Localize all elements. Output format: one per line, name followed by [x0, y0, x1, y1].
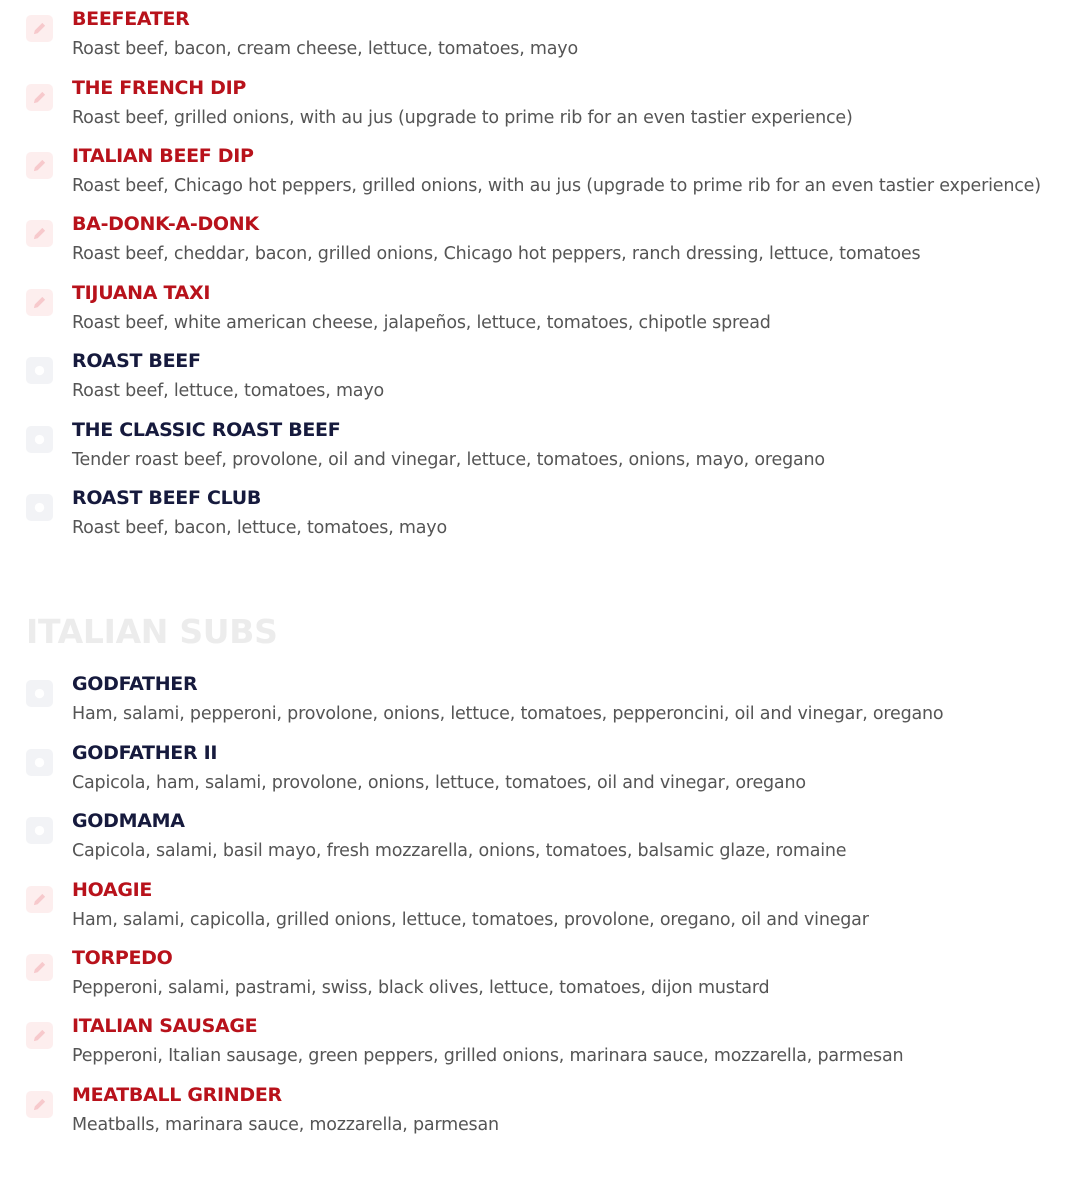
item-description: Roast beef, cheddar, bacon, grilled onions, Chicago hot peppers, ranch dressing, lettuce, tomatoes	[72, 244, 921, 264]
item-description: Capicola, salami, basil mayo, fresh mozzarella, onions, tomatoes, balsamic glaze, romaine	[72, 841, 847, 861]
pencil-icon	[26, 1091, 53, 1118]
pencil-icon	[26, 152, 53, 179]
item-description: Capicola, ham, salami, provolone, onions, lettuce, tomatoes, oil and vinegar, oregano	[72, 773, 806, 793]
menu-item	[0, 879, 1070, 939]
menu-item	[0, 810, 1070, 870]
star-icon	[26, 357, 53, 384]
menu-item	[0, 419, 1070, 479]
menu-item	[0, 8, 1070, 68]
star-icon	[26, 494, 53, 521]
item-name: ITALIAN SAUSAGE	[72, 1015, 258, 1037]
menu-item	[0, 77, 1070, 137]
item-description: Roast beef, lettuce, tomatoes, mayo	[72, 381, 384, 401]
item-description: Roast beef, white american cheese, jalapeños, lettuce, tomatoes, chipotle spread	[72, 313, 771, 333]
item-name: THE CLASSIC ROAST BEEF	[72, 419, 341, 441]
item-description: Ham, salami, pepperoni, provolone, onions, lettuce, tomatoes, pepperoncini, oil and vinegar, oregano	[72, 704, 944, 724]
item-name: BEEFEATER	[72, 8, 190, 30]
menu-item	[0, 1084, 1070, 1144]
section-title: ITALIAN SUBS	[26, 612, 278, 651]
item-name: ROAST BEEF CLUB	[72, 487, 262, 509]
item-description: Pepperoni, Italian sausage, green peppers, grilled onions, marinara sauce, mozzarella, parmesan	[72, 1046, 904, 1066]
pencil-icon	[26, 886, 53, 913]
item-name: GODFATHER II	[72, 742, 218, 764]
menu-item	[0, 487, 1070, 547]
item-name: TIJUANA TAXI	[72, 282, 211, 304]
item-name: THE FRENCH DIP	[72, 77, 246, 99]
item-name: BA-DONK-A-DONK	[72, 213, 259, 235]
menu-item	[0, 145, 1070, 205]
pencil-icon	[26, 220, 53, 247]
pencil-icon	[26, 84, 53, 111]
menu-item	[0, 213, 1070, 273]
star-icon	[26, 680, 53, 707]
item-name: ROAST BEEF	[72, 350, 201, 372]
star-icon	[26, 817, 53, 844]
item-description: Tender roast beef, provolone, oil and vinegar, lettuce, tomatoes, onions, mayo, oregano	[72, 450, 825, 470]
item-name: HOAGIE	[72, 879, 153, 901]
menu-item	[0, 282, 1070, 342]
pencil-icon	[26, 1022, 53, 1049]
item-name: TORPEDO	[72, 947, 173, 969]
item-description: Roast beef, grilled onions, with au jus (upgrade to prime rib for an even tastier experience)	[72, 108, 853, 128]
item-name: ITALIAN BEEF DIP	[72, 145, 254, 167]
pencil-icon	[26, 289, 53, 316]
menu-item	[0, 1015, 1070, 1075]
star-icon	[26, 426, 53, 453]
item-description: Roast beef, Chicago hot peppers, grilled onions, with au jus (upgrade to prime rib for an even tastier experience)	[72, 176, 1041, 196]
pencil-icon	[26, 15, 53, 42]
menu-item	[0, 350, 1070, 410]
pencil-icon	[26, 954, 53, 981]
menu-item	[0, 673, 1070, 733]
item-name: MEATBALL GRINDER	[72, 1084, 282, 1106]
star-icon	[26, 749, 53, 776]
item-name: GODFATHER	[72, 673, 198, 695]
item-description: Meatballs, marinara sauce, mozzarella, parmesan	[72, 1115, 499, 1135]
item-description: Roast beef, bacon, cream cheese, lettuce, tomatoes, mayo	[72, 39, 578, 59]
item-description: Pepperoni, salami, pastrami, swiss, black olives, lettuce, tomatoes, dijon mustard	[72, 978, 770, 998]
item-description: Roast beef, bacon, lettuce, tomatoes, mayo	[72, 518, 447, 538]
item-name: GODMAMA	[72, 810, 185, 832]
item-description: Ham, salami, capicolla, grilled onions, lettuce, tomatoes, provolone, oregano, oil and vinegar	[72, 910, 869, 930]
menu-item	[0, 947, 1070, 1007]
menu-item	[0, 742, 1070, 802]
